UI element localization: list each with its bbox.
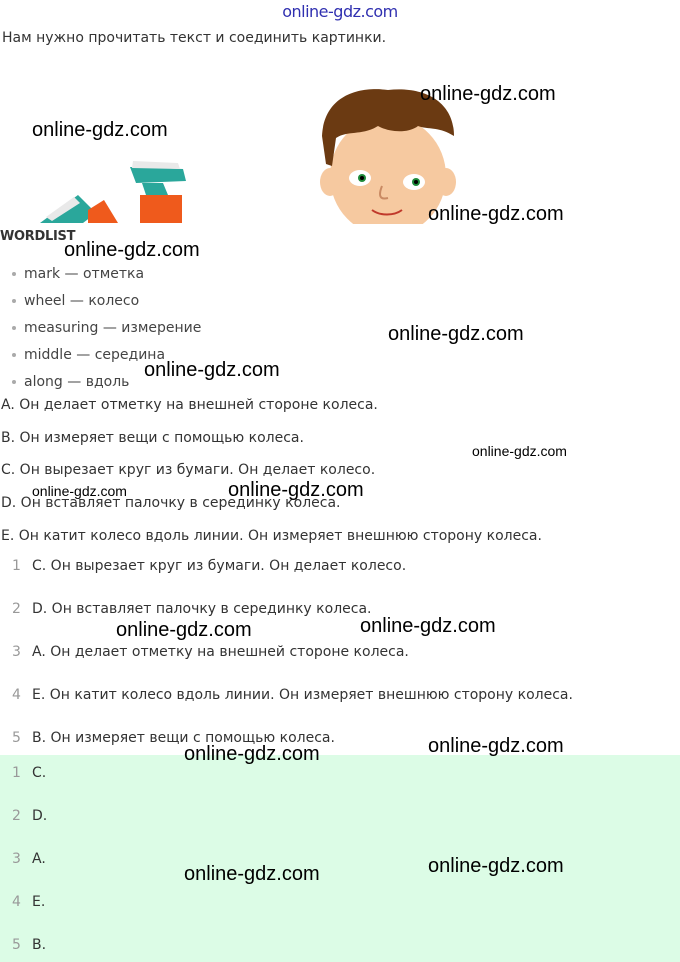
watermark-text: online-gdz.com (428, 735, 564, 757)
wordlist-item: mark — отметка (12, 266, 144, 282)
watermark-text: online-gdz.com (64, 239, 200, 261)
header-watermark: online-gdz.com (282, 2, 398, 21)
ordered-item: 3 A. Он делает отметку на внешней стороне колеса. (12, 644, 409, 660)
watermark-text: online-gdz.com (184, 863, 320, 885)
sentence-c: C. Он вырезает круг из бумаги. Он делает колесо. (1, 462, 376, 478)
watermark-text: online-gdz.com (116, 619, 252, 641)
answer-item: 3 A. (12, 851, 46, 867)
watermark-text: online-gdz.com (360, 615, 496, 637)
answer-item: 5 B. (12, 937, 47, 953)
watermark-text: online-gdz.com (472, 443, 567, 459)
answer-item: 1 C. (12, 765, 47, 781)
bullet-icon (12, 272, 16, 276)
wordlist-title: WORDLIST (0, 229, 76, 244)
bullet-icon (12, 380, 16, 384)
watermark-text: online-gdz.com (184, 743, 320, 765)
answer-item: 2 D. (12, 808, 48, 824)
right-shoe-icon (130, 161, 186, 223)
left-shoe-icon (40, 195, 118, 223)
sentence-b: B. Он измеряет вещи с помощью колеса. (1, 430, 304, 446)
answer-panel (0, 755, 680, 962)
sentence-a: A. Он делает отметку на внешней стороне колеса. (1, 397, 378, 413)
wordlist-item: along — вдоль (12, 374, 129, 390)
watermark-text: online-gdz.com (144, 359, 280, 381)
wordlist-item: measuring — измерение (12, 320, 201, 336)
bullet-icon (12, 299, 16, 303)
ordered-item: 4 E. Он катит колесо вдоль линии. Он измеряет внешнюю сторону колеса. (12, 687, 573, 703)
answer-item: 4 E. (12, 894, 46, 910)
watermark-text: online-gdz.com (428, 855, 564, 877)
bullet-icon (12, 353, 16, 357)
ordered-item: 2 D. Он вставляет палочку в серединку колеса. (12, 601, 372, 617)
sentence-e: E. Он катит колесо вдоль линии. Он измеряет внешнюю сторону колеса. (1, 528, 542, 544)
watermark-text: online-gdz.com (428, 203, 564, 225)
sentence-d: D. Он вставляет палочку в серединку колеса. (1, 495, 341, 511)
watermark-text: online-gdz.com (420, 83, 556, 105)
watermark-text: online-gdz.com (32, 119, 168, 141)
ordered-item: 1 C. Он вырезает круг из бумаги. Он делает колесо. (12, 558, 407, 574)
bullet-icon (12, 326, 16, 330)
wordlist-item: wheel — колесо (12, 293, 139, 309)
ordered-item: 5 B. Он измеряет вещи с помощью колеса. (12, 730, 335, 746)
wordlist-item: middle — середина (12, 347, 165, 363)
watermark-text: online-gdz.com (228, 479, 364, 501)
watermark-text: online-gdz.com (32, 483, 127, 499)
shoes-illustration (38, 155, 188, 225)
intro-text: Нам нужно прочитать текст и соединить картинки. (2, 30, 387, 46)
watermark-text: online-gdz.com (388, 323, 524, 345)
